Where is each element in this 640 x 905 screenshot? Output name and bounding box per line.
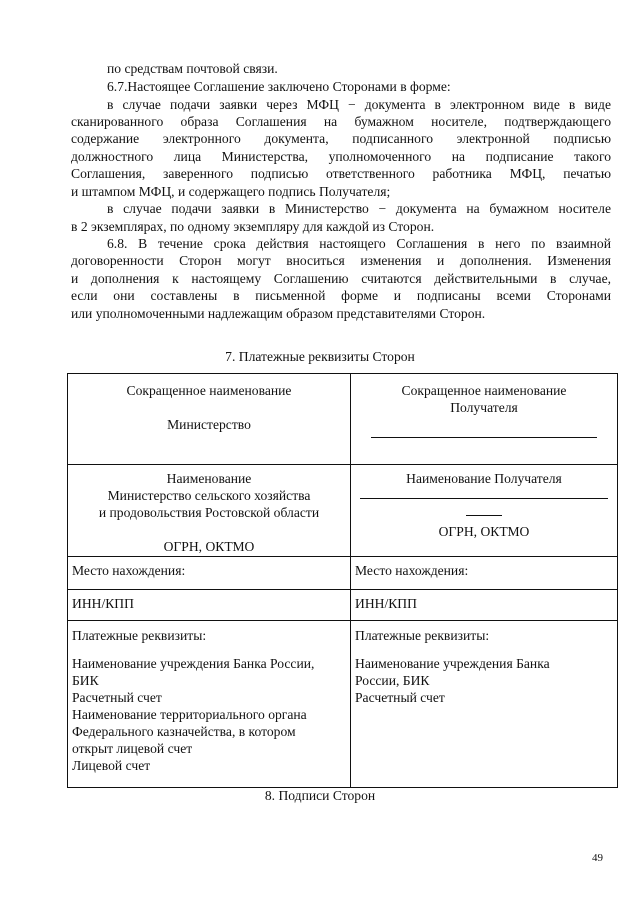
table-cell: [351, 557, 618, 590]
treasury-label: Наименование территориального органа: [72, 707, 307, 722]
inn-kpp-label: ИНН/КПП: [72, 596, 134, 611]
paragraph-line: по средствам почтовой связи.: [107, 61, 278, 76]
ogrn-oktmo-label: ОГРН, ОКТМО: [438, 524, 530, 539]
table-cell: [68, 590, 351, 621]
ministry-full-name: и продовольствия Ростовской области: [98, 505, 320, 520]
treasury-label: открыт лицевой счет: [72, 741, 193, 756]
recipient-label: Получателя: [450, 400, 518, 415]
table-row: [68, 590, 618, 621]
paragraph-line: содержание электронного документа, подписанного электронной подписью: [71, 131, 611, 146]
ogrn-oktmo-label: ОГРН, ОКТМО: [163, 539, 255, 554]
bank-name-label: России, БИК: [355, 673, 430, 688]
location-label: Место нахождения:: [72, 563, 186, 578]
section-8-title: 8. Подписи Сторон: [264, 788, 376, 803]
paragraph-line: договоренности Сторон могут вноситься изменения и дополнения. Изменения: [71, 253, 611, 268]
paragraph-line: и штампом МФЦ, и содержащего подпись Получателя;: [71, 184, 391, 199]
table-cell: [68, 621, 351, 788]
payment-details-label: Платежные реквизиты:: [72, 628, 207, 643]
table-cell: [351, 590, 618, 621]
paragraph-line: в случае подачи заявки в Министерство − документа на бумажном носителе: [107, 201, 611, 216]
inn-kpp-label: ИНН/КПП: [355, 596, 417, 611]
payment-details-label: Платежные реквизиты:: [355, 628, 490, 643]
table-cell: [68, 465, 351, 557]
personal-account-label: Лицевой счет: [72, 758, 151, 773]
paragraph-line: сканированного образа Соглашения на бумажном носителе, подтверждающего: [71, 114, 611, 129]
table-cell: [351, 374, 618, 465]
recipient-name-blank: [360, 498, 608, 499]
clause-6-8-line: 6.8. В течение срока действия настоящего Соглашения в него по взаимной: [107, 236, 611, 251]
bank-name-label: Наименование учреждения Банка: [355, 656, 550, 671]
ministry-full-name: Министерство сельского хозяйства: [107, 488, 311, 503]
account-label: Расчетный счет: [72, 690, 162, 705]
full-name-label: Наименование: [166, 471, 252, 486]
table-row: [68, 621, 618, 788]
table-row: [68, 557, 618, 590]
paragraph-line: или уполномоченными надлежащим образом представителями Сторон.: [71, 306, 486, 321]
location-label: Место нахождения:: [355, 563, 469, 578]
short-name-label: Сокращенное наименование: [401, 383, 567, 398]
account-label: Расчетный счет: [355, 690, 445, 705]
payment-details-table: [67, 373, 618, 788]
bik-label: БИК: [72, 673, 99, 688]
clause-6-7-heading: 6.7.Настоящее Соглашение заключено Сторонами в форме:: [107, 79, 451, 94]
paragraph-line: если они составлены в письменной форме и подписаны всеми Сторонами: [71, 288, 611, 303]
paragraph-line: в 2 экземплярах, по одному экземпляру для каждой из Сторон.: [71, 219, 435, 234]
table-cell: [68, 557, 351, 590]
paragraph-line: и дополнения к настоящему Соглашению считаются действительными в случае,: [71, 271, 611, 286]
bank-name-label: Наименование учреждения Банка России,: [72, 656, 315, 671]
table-cell: [351, 465, 618, 557]
treasury-label: Федерального казначейства, в котором: [72, 724, 296, 739]
recipient-short-name-blank: [371, 437, 597, 438]
recipient-name-blank: [466, 515, 502, 516]
paragraph-line: в случае подачи заявки через МФЦ − документа в электронном виде в виде: [107, 97, 611, 112]
section-7-title: 7. Платежные реквизиты Сторон: [225, 349, 415, 364]
table-row: [68, 465, 618, 557]
page-number: 49: [592, 852, 603, 864]
recipient-name-label: Наименование Получателя: [406, 471, 562, 486]
paragraph-line: Соглашения, заверенного подписью ответственного работника МФЦ, печатью: [71, 166, 611, 181]
ministry-short-name: Министерство: [167, 417, 251, 432]
short-name-label: Сокращенное наименование: [126, 383, 292, 398]
table-cell: [68, 374, 351, 465]
table-row: [68, 374, 618, 465]
paragraph-line: должностного лица Министерства, уполномоченного на подписание такого: [71, 149, 611, 164]
table-cell: [351, 621, 618, 788]
